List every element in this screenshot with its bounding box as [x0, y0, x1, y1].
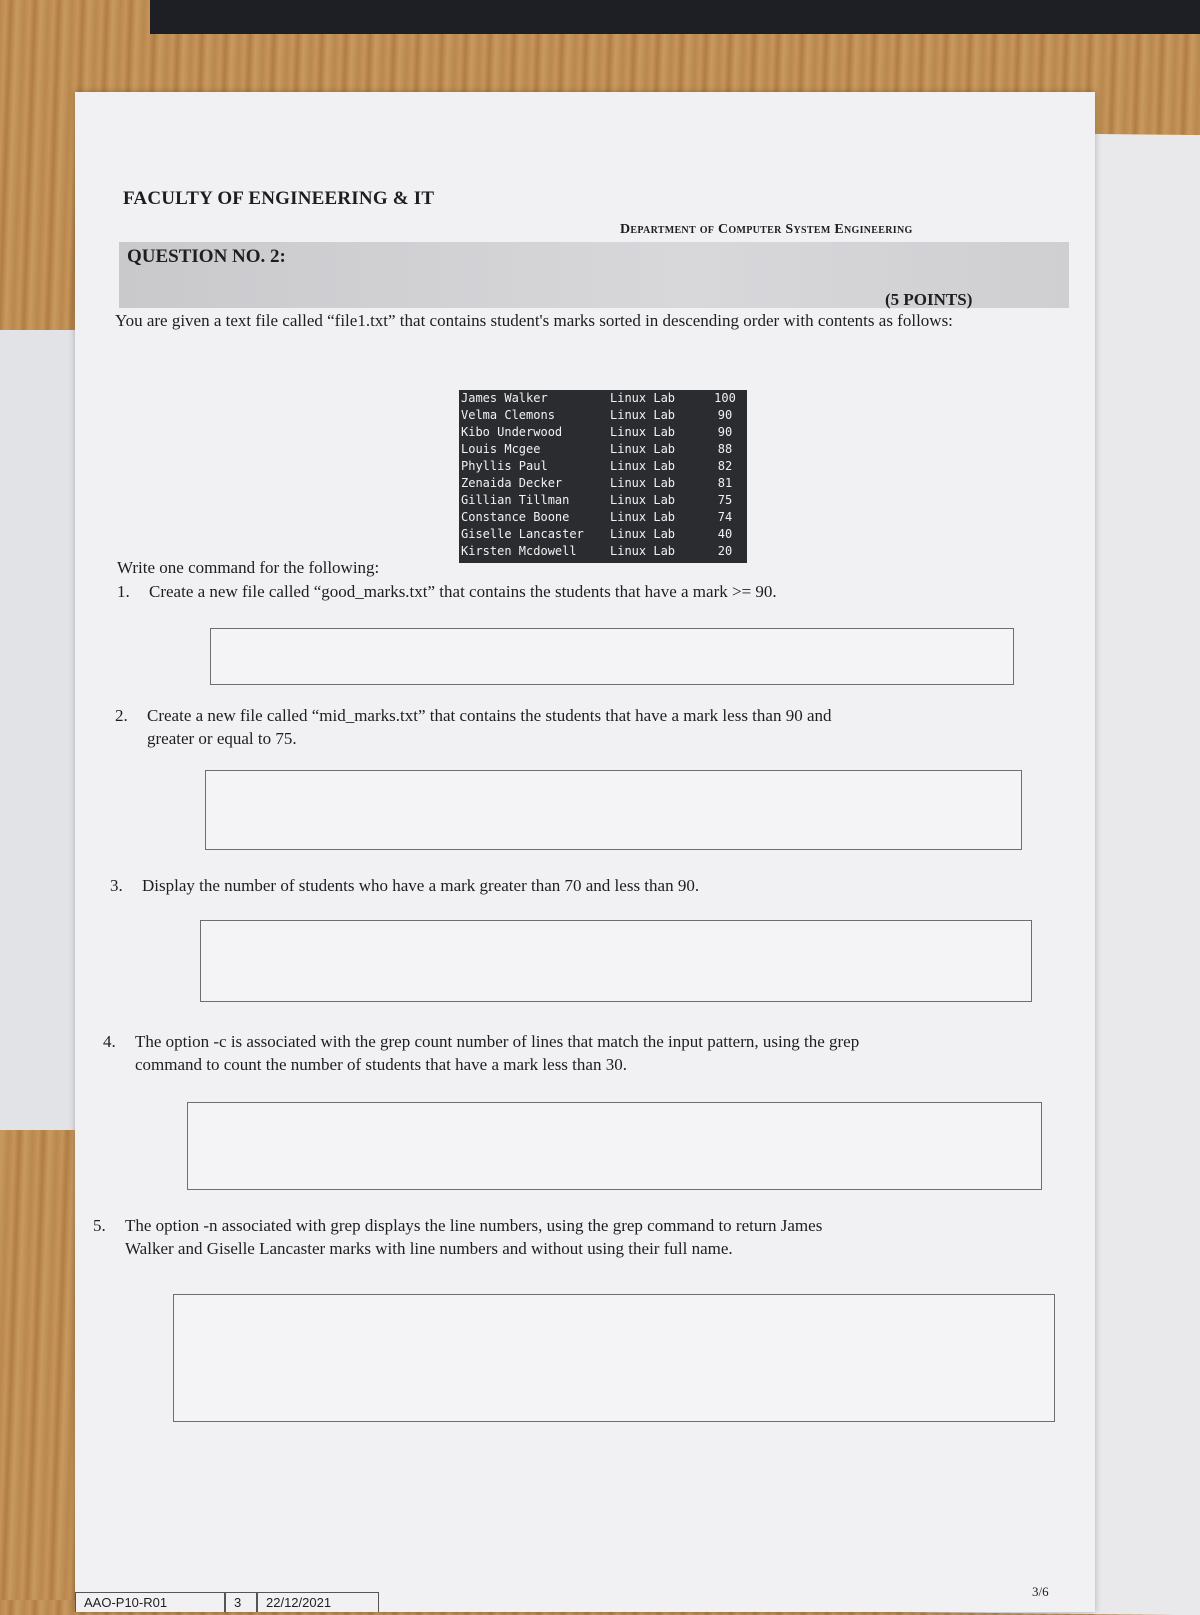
question-item-4	[103, 1030, 1078, 1076]
course-name: Linux Lab	[610, 510, 676, 524]
instruction-text: Write one command for the following:	[117, 558, 380, 577]
student-mark: 90	[717, 408, 733, 422]
student-name: Giselle Lancaster	[461, 527, 584, 541]
item-text: Display the number of students who have a mark greater than 70 and less than 90.	[142, 876, 700, 895]
student-mark: 88	[717, 442, 733, 456]
exam-page	[75, 92, 1095, 1612]
student-mark: 20	[717, 544, 733, 558]
student-name: Louis Mcgee	[461, 442, 541, 456]
student-name: Phyllis Paul	[461, 459, 548, 473]
page-number: 3/6	[1032, 1584, 1049, 1599]
file-row	[459, 407, 747, 424]
file-row	[459, 492, 747, 509]
answer-box-1[interactable]	[210, 628, 1014, 685]
item-number: 3.	[110, 876, 123, 895]
item-text-continued: command to count the number of students that have a mark less than 30.	[135, 1055, 627, 1074]
course-name: Linux Lab	[610, 544, 676, 558]
file-row	[459, 526, 747, 543]
item-text: Create a new file called “mid_marks.txt” that contains the students that have a mark less than 90 and	[147, 706, 832, 725]
student-name: James Walker	[461, 391, 548, 405]
student-name: Velma Clemons	[461, 408, 555, 422]
course-name: Linux Lab	[610, 391, 676, 405]
answer-box-5[interactable]	[173, 1294, 1055, 1422]
item-text: Create a new file called “good_marks.txt” that contains the students that have a mark >= 90.	[149, 582, 777, 601]
document-date: 22/12/2021	[257, 1592, 379, 1612]
student-name: Constance Boone	[461, 510, 570, 524]
answer-box-4[interactable]	[187, 1102, 1042, 1190]
file-contents-terminal	[459, 390, 747, 563]
file-row	[459, 458, 747, 475]
answer-box-3[interactable]	[200, 920, 1032, 1002]
item-text: The option -n associated with grep displays the line numbers, using the grep command to return James	[125, 1216, 823, 1235]
course-name: Linux Lab	[610, 476, 676, 490]
question-item-2	[115, 704, 1065, 750]
item-text-continued: greater or equal to 75.	[147, 729, 297, 748]
student-name: Zenaida Decker	[461, 476, 563, 490]
item-number: 4.	[103, 1032, 116, 1051]
student-name: Gillian Tillman	[461, 493, 570, 507]
file-row	[459, 441, 747, 458]
answer-box-2[interactable]	[205, 770, 1022, 850]
page-footer	[75, 1582, 1095, 1612]
department-heading: Department of Computer System Engineering	[620, 222, 913, 237]
student-mark: 74	[717, 510, 733, 524]
item-number: 2.	[115, 706, 128, 725]
course-name: Linux Lab	[610, 459, 676, 473]
student-name: Kibo Underwood	[461, 425, 563, 439]
underlying-sheet-left	[0, 330, 80, 1130]
course-name: Linux Lab	[610, 425, 676, 439]
item-text: The option -c is associated with the grep count number of lines that match the input pattern, using the grep	[135, 1032, 860, 1051]
item-number: 1.	[117, 582, 130, 601]
file-row	[459, 424, 747, 441]
student-mark: 75	[717, 493, 733, 507]
file-row	[459, 543, 747, 560]
file-row	[459, 475, 747, 492]
question-points: (5 POINTS)	[885, 290, 973, 309]
question-item-5	[93, 1214, 1083, 1260]
student-name: Kirsten Mcdowell	[461, 544, 577, 558]
course-name: Linux Lab	[610, 527, 676, 541]
file-row	[459, 390, 747, 407]
course-name: Linux Lab	[610, 408, 676, 422]
revision-number: 3	[225, 1592, 257, 1612]
item-number: 5.	[93, 1216, 106, 1235]
student-mark: 90	[717, 425, 733, 439]
student-mark: 82	[717, 459, 733, 473]
question-title: QUESTION NO. 2:	[127, 246, 286, 267]
dark-background-object	[150, 0, 1200, 34]
student-mark: 100	[714, 391, 736, 405]
item-text-continued: Walker and Giselle Lancaster marks with line numbers and without using their full name.	[125, 1239, 733, 1258]
file-row	[459, 509, 747, 526]
faculty-heading: FACULTY OF ENGINEERING & IT	[123, 188, 435, 209]
course-name: Linux Lab	[610, 442, 676, 456]
question-intro: You are given a text file called “file1.txt” that contains student's marks sorted in descending order with contents as follows:	[115, 311, 953, 330]
student-mark: 40	[717, 527, 733, 541]
document-code: AAO-P10-R01	[75, 1592, 225, 1612]
student-mark: 81	[717, 476, 733, 490]
course-name: Linux Lab	[610, 493, 676, 507]
